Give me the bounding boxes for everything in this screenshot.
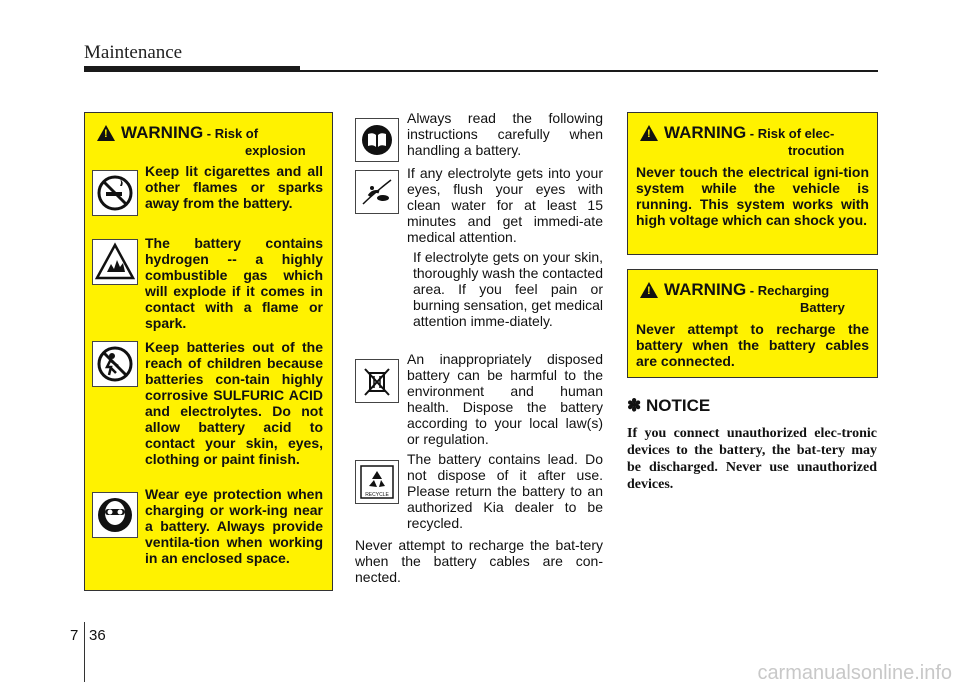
warning-subtitle-1: - Risk of elec- — [746, 126, 835, 141]
header-bar — [84, 66, 300, 72]
header-rule — [300, 70, 878, 72]
keep-away-children-icon — [92, 341, 138, 387]
warning-electrocution-text: Never touch the electrical igni-tion system while the vehicle is running. This system works with high voltage which can shock you. — [636, 164, 869, 228]
no-flames-icon — [92, 170, 138, 216]
warning-electrocution-heading — [664, 123, 844, 158]
warning-subtitle-2: Battery — [800, 300, 845, 315]
warning-recharging-header — [640, 280, 845, 315]
eye-protection-icon — [92, 492, 138, 538]
warning-triangle-icon — [640, 282, 658, 298]
instruction-read: Always read the following instructions carefully when handling a battery. — [407, 110, 603, 158]
svg-text:RECYCLE: RECYCLE — [365, 492, 389, 498]
warning-recharging-heading — [664, 280, 845, 315]
page-number-divider — [84, 622, 85, 682]
instruction-recycle: The battery contains lead. Do not dispose of it after use. Please return the battery to an authorized Kia dealer to be recycled. — [407, 451, 603, 531]
explosion-item-children: Keep batteries out of the reach of children because batteries con-tain highly corrosive SULFURIC ACID and electrolytes. Do not allow battery acid to contact your skin, eyes, clothing or paint finish. — [145, 339, 323, 467]
explosion-item-hydrogen: The battery contains hydrogen -- a highly combustible gas which will explode if it comes in contact with a flame or spark. — [145, 235, 323, 331]
warning-explosion-heading — [121, 123, 306, 158]
warning-word: WARNING — [121, 123, 204, 142]
instruction-recharge: Never attempt to recharge the bat-tery when the battery cables are con-nected. — [355, 537, 603, 585]
warning-electrocution-header — [640, 123, 844, 158]
instruction-skin-contact: If electrolyte gets on your skin, thoroughly wash the contacted area. If you feel pain or burning sensation, get medical attention imme-diately. — [413, 249, 603, 329]
recycle-icon — [355, 460, 399, 504]
flush-eyes-icon — [355, 170, 399, 214]
warning-subtitle-1: - Risk of — [203, 126, 259, 141]
page-number: 36 — [89, 627, 106, 644]
explosion-item-eye-protection: Wear eye protection when charging or work-ing near a battery. Always provide ventila-tion when working in an enclosed space. — [145, 486, 323, 566]
notice-title: ✽ NOTICE — [627, 396, 711, 415]
warning-electrocution-box — [627, 112, 878, 255]
warning-triangle-icon — [640, 125, 658, 141]
warning-triangle-icon — [97, 125, 115, 141]
explosive-gas-icon — [92, 239, 138, 285]
read-manual-icon — [355, 118, 399, 162]
instruction-disposal: An inappropriately disposed battery can be harmful to the environment and human health. Dispose the battery according to your local law(s) or regulation. — [407, 351, 603, 447]
warning-explosion-header — [97, 123, 306, 158]
section-title: Maintenance — [84, 42, 183, 63]
explosion-item-flames: Keep lit cigarettes and all other flames or sparks away from the battery. — [145, 163, 323, 211]
instruction-flush-eyes: If any electrolyte gets into your eyes, flush your eyes with clean water for at least 15 minutes and get immedi-ate medical attention. — [407, 165, 603, 245]
warning-recharging-box — [627, 269, 878, 378]
warning-recharging-text: Never attempt to recharge the battery when the battery cables are connected. — [636, 321, 869, 369]
chapter-number: 7 — [70, 627, 79, 644]
no-trash-disposal-icon — [355, 359, 399, 403]
warning-word: WARNING — [664, 280, 747, 299]
warning-word: WARNING — [664, 123, 747, 142]
warning-subtitle-2: trocution — [788, 143, 845, 158]
warning-subtitle-1: - Recharging — [746, 283, 830, 298]
notice-text: If you connect unauthorized elec-tronic devices to the battery, the bat-tery may be discharged. Never use unauthorized devices. — [627, 426, 877, 492]
warning-subtitle-2: explosion — [245, 143, 306, 158]
watermark: carmanualsonline.info — [757, 662, 952, 684]
